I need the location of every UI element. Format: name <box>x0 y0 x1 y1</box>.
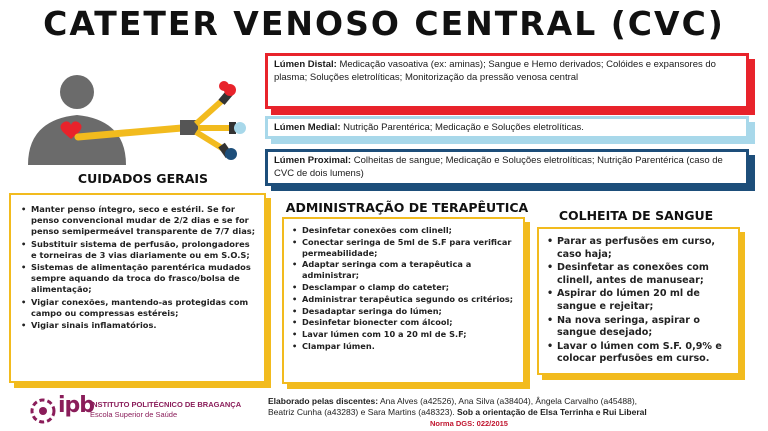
administracao-panel <box>282 217 525 384</box>
lumen-distal-box <box>265 53 749 109</box>
list-item: • Desinfetar as conexões com clinell, antes de manusear; <box>547 262 732 287</box>
list-item: • Sistemas de alimentação parentérica mudados sempre aquando da troca do frasco/bolsa de alimentação; <box>21 262 256 296</box>
lumen-distal-text: Medicação vasoativa (ex: aminas); Sangue e Hemo derivados; Colóides e expansores do plasma; Soluções eletrolíticas; Monitorização da pressão venosa central <box>274 59 716 83</box>
institution-title: INSTITUTO POLITÉCNICO DE BRAGANÇA <box>90 400 242 409</box>
list-item: • Desinfetar bionecter com álcool; <box>292 317 517 328</box>
list-item: • Substituir sistema de perfusão, prolongadores e torneiras de 3 vias diariamente ou em S.O.S; <box>21 239 256 261</box>
school-name: Escola Superior de Saúde <box>90 410 178 419</box>
list-item: • Conectar seringa de 5ml de S.F para verificar permeabilidade; <box>292 237 517 259</box>
footer-authors-1: Ana Alves (a42526), Ana Silva (a38404), Ângela Carvalho (a45488), <box>378 396 638 406</box>
lumen-medial-text: Nutrição Parentérica; Medicação e Soluções eletrolíticas. <box>340 122 584 133</box>
colheita-list <box>547 236 732 366</box>
colheita-panel <box>537 227 740 375</box>
list-item: • Administrar terapêutica segundo os critérios; <box>292 294 517 305</box>
lumen-medial-label: Lúmen Medial: <box>274 122 341 133</box>
list-item: • Lavar lúmen com 10 a 20 ml de S.F; <box>292 329 517 340</box>
administracao-list <box>292 225 517 352</box>
footer-label: Elaborado pelas discentes: <box>268 396 379 406</box>
lumen-proximal-box <box>265 149 749 186</box>
cuidados-panel <box>9 193 266 383</box>
norma-dgs: Norma DGS: 022/2015 <box>430 419 508 428</box>
lumen-proximal-text: Colheitas de sangue; Medicação e Soluções eletrolíticas; Nutrição Parentérica (caso de CVC de dois lumens) <box>274 155 723 179</box>
cuidados-list <box>21 204 256 331</box>
administracao-title: ADMINISTRAÇÃO DE TERAPÊUTICA <box>285 200 529 215</box>
list-item: • Na nova seringa, aspirar o sangue desejado; <box>547 315 732 340</box>
list-item: • Parar as perfusões em curso, caso haja; <box>547 236 732 261</box>
proximal-cap-icon <box>225 148 237 160</box>
list-item: • Manter penso íntegro, seco e estéril. Se for penso convencional mudar de 2/2 dias e se for penso semipermeável transparente de 7/7 dias; <box>21 204 256 238</box>
person-head-icon <box>60 75 94 109</box>
list-item: • Vigiar sinais inflamatórios. <box>21 320 256 331</box>
lumen-medial-box <box>265 116 749 139</box>
institution-name <box>90 400 241 420</box>
page-title: CATETER VENOSO CENTRAL (CVC) <box>43 4 725 43</box>
list-item: • Aspirar do lúmen 20 ml de sangue e rejeitar; <box>547 288 732 313</box>
list-item: • Desclampar o clamp do cateter; <box>292 282 517 293</box>
list-item: • Adaptar seringa com a terapêutica a administrar; <box>292 259 517 281</box>
list-item: • Desinfetar conexões com clinell; <box>292 225 517 236</box>
footer-credits <box>268 396 708 418</box>
ipb-logo-mark: ipb <box>58 393 95 418</box>
list-item: • Clampar lúmen. <box>292 341 517 352</box>
cuidados-title: CUIDADOS GERAIS <box>77 171 209 186</box>
list-item: • Lavar o lúmen com S.F. 0,9% e colocar perfusões em curso. <box>547 341 732 366</box>
footer-orientation: Sob a orientação de Elsa Terrinha e Rui Liberal <box>457 407 647 417</box>
catheter-illustration <box>0 0 270 200</box>
footer-authors-2: Beatriz Cunha (a43283) e Sara Martins (a48323). <box>268 407 457 417</box>
lumen-distal-label: Lúmen Distal: <box>274 59 337 70</box>
list-item: • Vigiar conexões, mantendo-as protegidas com campo ou compressas estéreis; <box>21 297 256 319</box>
medial-cap-icon <box>234 122 246 134</box>
lumen-proximal-label: Lúmen Proximal: <box>274 155 352 166</box>
list-item: • Desadaptar seringa do lúmen; <box>292 306 517 317</box>
colheita-title: COLHEITA DE SANGUE <box>558 208 714 223</box>
ipb-logo-icon <box>28 397 58 425</box>
